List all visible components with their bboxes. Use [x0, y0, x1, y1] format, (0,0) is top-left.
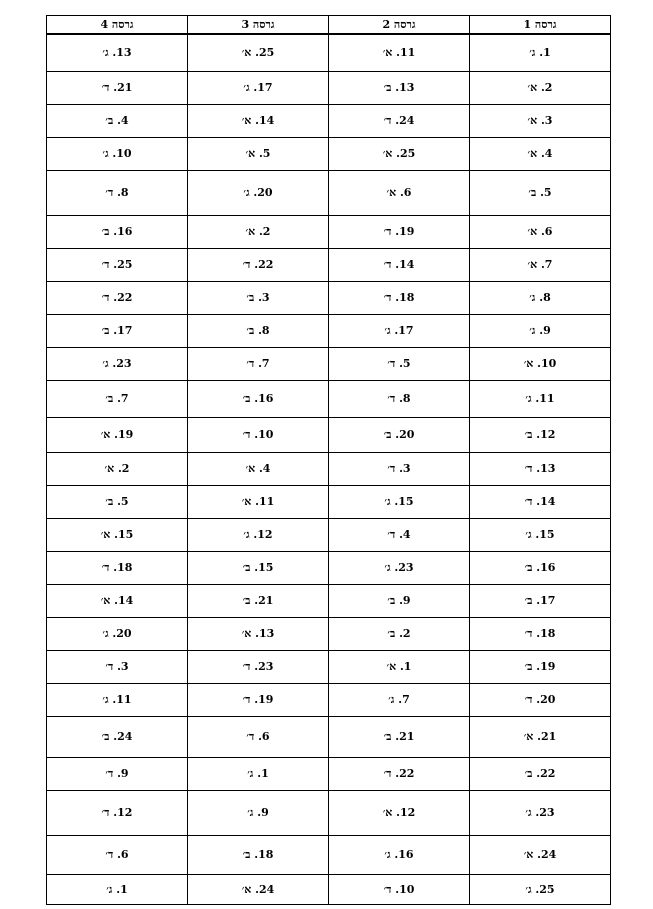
answer-cell-v4: 8. ד׳: [47, 170, 188, 215]
table-row: [47, 551, 611, 584]
answer-cell-v2: 19. ד׳: [329, 215, 470, 248]
table-row: [47, 518, 611, 551]
answer-cell-v1: 18. ד׳: [470, 617, 611, 650]
answer-cell-v2: 13. ב׳: [329, 71, 470, 104]
answer-cell-v2: 4. ד׳: [329, 518, 470, 551]
answer-cell-v3: 5. א׳: [188, 137, 329, 170]
header-row: [47, 16, 611, 35]
answer-cell-v2: 25. א׳: [329, 137, 470, 170]
answer-cell-v1: 4. א׳: [470, 137, 611, 170]
answer-cell-v3: 13. א׳: [188, 617, 329, 650]
answer-cell-v1: 19. ב׳: [470, 650, 611, 683]
table-row: [47, 874, 611, 904]
answer-cell-v1: 24. א׳: [470, 835, 611, 874]
answer-cell-v2: 15. ג׳: [329, 485, 470, 518]
table-row: [47, 281, 611, 314]
answer-cell-v4: 2. א׳: [47, 452, 188, 485]
table-row: [47, 34, 611, 71]
answer-cell-v4: 23. ג׳: [47, 347, 188, 380]
table-row: [47, 485, 611, 518]
answer-rows: [47, 34, 611, 904]
answer-cell-v4: 9. ד׳: [47, 757, 188, 790]
answer-cell-v4: 12. ד׳: [47, 790, 188, 835]
answer-cell-v4: 15. א׳: [47, 518, 188, 551]
answer-cell-v1: 6. א׳: [470, 215, 611, 248]
header-version-1: גרסה 1: [470, 16, 611, 35]
answer-cell-v3: 1. ג׳: [188, 757, 329, 790]
answer-cell-v4: 1. ג׳: [47, 874, 188, 904]
answer-cell-v4: 20. ג׳: [47, 617, 188, 650]
answer-cell-v2: 2. ב׳: [329, 617, 470, 650]
answer-cell-v2: 7. ג׳: [329, 683, 470, 716]
answer-cell-v3: 19. ד׳: [188, 683, 329, 716]
answer-cell-v3: 2. א׳: [188, 215, 329, 248]
answer-cell-v1: 7. א׳: [470, 248, 611, 281]
answer-cell-v2: 18. ד׳: [329, 281, 470, 314]
answer-cell-v1: 12. ב׳: [470, 417, 611, 452]
answer-cell-v3: 15. ב׳: [188, 551, 329, 584]
answer-cell-v4: 10. ג׳: [47, 137, 188, 170]
table-row: [47, 584, 611, 617]
answer-cell-v3: 21. ב׳: [188, 584, 329, 617]
answer-cell-v1: 11. ג׳: [470, 380, 611, 417]
answer-cell-v3: 9. ג׳: [188, 790, 329, 835]
answer-cell-v4: 5. ב׳: [47, 485, 188, 518]
answer-cell-v1: 3. א׳: [470, 104, 611, 137]
answer-cell-v3: 16. ב׳: [188, 380, 329, 417]
answer-cell-v1: 8. ג׳: [470, 281, 611, 314]
answer-cell-v4: 24. ב׳: [47, 716, 188, 757]
answer-cell-v3: 6. ד׳: [188, 716, 329, 757]
answer-cell-v4: 6. ד׳: [47, 835, 188, 874]
answer-cell-v4: 13. ג׳: [47, 34, 188, 71]
answer-cell-v1: 21. א׳: [470, 716, 611, 757]
answer-cell-v2: 24. ד׳: [329, 104, 470, 137]
answer-cell-v2: 11. א׳: [329, 34, 470, 71]
answer-cell-v3: 18. ב׳: [188, 835, 329, 874]
table-row: [47, 617, 611, 650]
answer-cell-v1: 20. ד׳: [470, 683, 611, 716]
answer-cell-v4: 14. א׳: [47, 584, 188, 617]
answer-cell-v1: 23. ג׳: [470, 790, 611, 835]
answer-cell-v3: 8. ב׳: [188, 314, 329, 347]
answer-key-table: [46, 15, 611, 905]
table-row: [47, 314, 611, 347]
answer-cell-v2: 20. ב׳: [329, 417, 470, 452]
answer-cell-v3: 7. ד׳: [188, 347, 329, 380]
answer-cell-v1: 16. ב׳: [470, 551, 611, 584]
answer-cell-v2: 9. ב׳: [329, 584, 470, 617]
table-row: [47, 452, 611, 485]
table-row: [47, 683, 611, 716]
answer-cell-v2: 5. ד׳: [329, 347, 470, 380]
answer-cell-v2: 23. ג׳: [329, 551, 470, 584]
answer-cell-v4: 18. ד׳: [47, 551, 188, 584]
table-row: [47, 170, 611, 215]
answer-cell-v1: 22. ב׳: [470, 757, 611, 790]
table-row: [47, 650, 611, 683]
answer-cell-v4: 16. ב׳: [47, 215, 188, 248]
answer-cell-v2: 3. ד׳: [329, 452, 470, 485]
answer-cell-v2: 1. א׳: [329, 650, 470, 683]
answer-cell-v1: 2. א׳: [470, 71, 611, 104]
answer-cell-v3: 4. א׳: [188, 452, 329, 485]
answer-cell-v2: 17. ג׳: [329, 314, 470, 347]
header-version-2: גרסה 2: [329, 16, 470, 35]
answer-cell-v1: 25. ג׳: [470, 874, 611, 904]
answer-cell-v4: 25. ד׳: [47, 248, 188, 281]
answer-cell-v3: 10. ד׳: [188, 417, 329, 452]
answer-cell-v4: 17. ב׳: [47, 314, 188, 347]
answer-cell-v1: 5. ב׳: [470, 170, 611, 215]
answer-cell-v3: 3. ב׳: [188, 281, 329, 314]
answer-cell-v2: 21. ב׳: [329, 716, 470, 757]
answer-cell-v1: 1. ג׳: [470, 34, 611, 71]
answer-cell-v2: 10. ד׳: [329, 874, 470, 904]
answer-cell-v2: 12. א׳: [329, 790, 470, 835]
answer-cell-v2: 14. ד׳: [329, 248, 470, 281]
answer-cell-v4: 3. ד׳: [47, 650, 188, 683]
table-row: [47, 71, 611, 104]
table-row: [47, 137, 611, 170]
table-row: [47, 248, 611, 281]
answer-cell-v2: 8. ד׳: [329, 380, 470, 417]
answer-cell-v1: 9. ג׳: [470, 314, 611, 347]
answer-cell-v4: 7. ב׳: [47, 380, 188, 417]
answer-cell-v4: 11. ג׳: [47, 683, 188, 716]
table-row: [47, 757, 611, 790]
answer-cell-v1: 10. א׳: [470, 347, 611, 380]
answer-cell-v4: 19. א׳: [47, 417, 188, 452]
table-row: [47, 835, 611, 874]
answer-cell-v2: 22. ד׳: [329, 757, 470, 790]
table-row: [47, 215, 611, 248]
answer-cell-v4: 21. ד׳: [47, 71, 188, 104]
table-row: [47, 716, 611, 757]
answer-cell-v1: 17. ב׳: [470, 584, 611, 617]
header-version-4: גרסה 4: [47, 16, 188, 35]
header-version-3: גרסה 3: [188, 16, 329, 35]
answer-cell-v3: 12. ג׳: [188, 518, 329, 551]
answer-cell-v2: 6. א׳: [329, 170, 470, 215]
answer-cell-v3: 23. ד׳: [188, 650, 329, 683]
table-row: [47, 104, 611, 137]
table-row: [47, 347, 611, 380]
answer-cell-v3: 20. ג׳: [188, 170, 329, 215]
answer-cell-v3: 22. ד׳: [188, 248, 329, 281]
table-row: [47, 790, 611, 835]
answer-cell-v1: 14. ד׳: [470, 485, 611, 518]
answer-cell-v3: 11. א׳: [188, 485, 329, 518]
answer-cell-v3: 14. א׳: [188, 104, 329, 137]
answer-cell-v3: 24. א׳: [188, 874, 329, 904]
answer-cell-v1: 13. ד׳: [470, 452, 611, 485]
answer-cell-v2: 16. ג׳: [329, 835, 470, 874]
answer-cell-v3: 25. א׳: [188, 34, 329, 71]
answer-cell-v1: 15. ג׳: [470, 518, 611, 551]
answer-cell-v3: 17. ג׳: [188, 71, 329, 104]
table-row: [47, 380, 611, 417]
table-row: [47, 417, 611, 452]
answer-cell-v4: 4. ב׳: [47, 104, 188, 137]
answer-cell-v4: 22. ד׳: [47, 281, 188, 314]
